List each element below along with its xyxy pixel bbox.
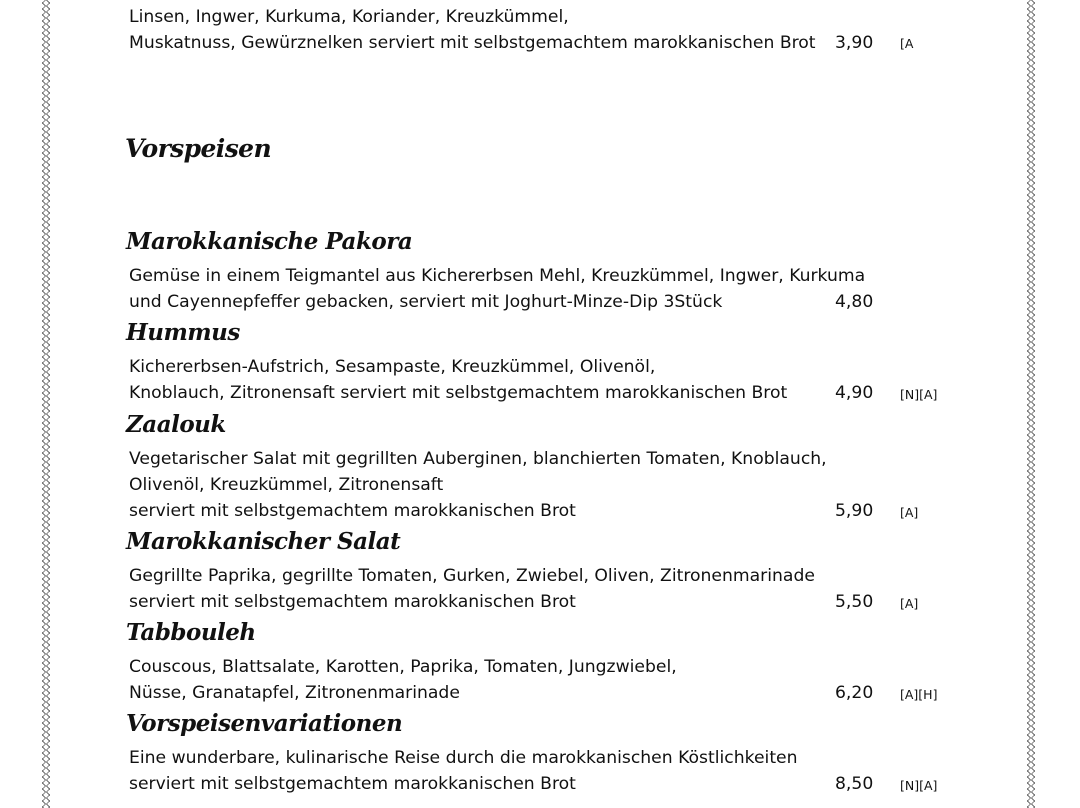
soup-desc-line-2: Muskatnuss, Gewürznelken serviert mit selbstgemachtem marokkanischen Brot	[129, 33, 816, 53]
dish-name-zaalouk: Zaalouk	[126, 411, 226, 438]
dish-price-pakora: 4,80	[835, 292, 874, 312]
dish-name-vorspeisenvariationen: Vorspeisenvariationen	[126, 710, 403, 737]
dish-price-tabbouleh: 6,20	[835, 683, 874, 703]
section-title: Vorspeisen	[125, 134, 272, 163]
dish-desc-line: serviert mit selbstgemachtem marokkanischen Brot	[129, 501, 576, 521]
soup-price: 3,90	[835, 33, 874, 53]
dish-price-marokkanischer-salat: 5,50	[835, 592, 874, 612]
dish-allergens-marokkanischer-salat: [A]	[900, 596, 919, 611]
dish-name-tabbouleh: Tabbouleh	[126, 619, 256, 646]
decorative-border-right	[1027, 0, 1035, 808]
dish-desc-line: Eine wunderbare, kulinarische Reise durch die marokkanischen Köstlichkeiten	[129, 748, 798, 768]
dish-desc-line: Gegrillte Paprika, gegrillte Tomaten, Gurken, Zwiebel, Oliven, Zitronenmarinade	[129, 566, 815, 586]
dish-allergens-zaalouk: [A]	[900, 505, 919, 520]
dish-price-vorspeisenvariationen: 8,50	[835, 774, 874, 794]
dish-name-marokkanischer-salat: Marokkanischer Salat	[126, 528, 401, 555]
dish-desc-line: Knoblauch, Zitronensaft serviert mit selbstgemachtem marokkanischen Brot	[129, 383, 788, 403]
dish-desc-line: Gemüse in einem Teigmantel aus Kichererbsen Mehl, Kreuzkümmel, Ingwer, Kurkuma	[129, 266, 866, 286]
dish-desc-line: serviert mit selbstgemachtem marokkanischen Brot	[129, 592, 576, 612]
dish-allergens-vorspeisenvariationen: [N][A]	[900, 778, 938, 793]
dish-desc-line: und Cayennepfeffer gebacken, serviert mit Joghurt-Minze-Dip 3Stück	[129, 292, 723, 312]
dish-desc-line: Kichererbsen-Aufstrich, Sesampaste, Kreuzkümmel, Olivenöl,	[129, 357, 656, 377]
decorative-border-left	[42, 0, 50, 808]
soup-allergens: [A	[900, 36, 914, 51]
dish-price-zaalouk: 5,90	[835, 501, 874, 521]
dish-price-hummus: 4,90	[835, 383, 874, 403]
soup-desc-line-1: Linsen, Ingwer, Kurkuma, Koriander, Kreuzkümmel,	[129, 7, 569, 27]
dish-name-pakora: Marokkanische Pakora	[126, 228, 413, 255]
dish-desc-line: Couscous, Blattsalate, Karotten, Paprika, Tomaten, Jungzwiebel,	[129, 657, 677, 677]
dish-allergens-hummus: [N][A]	[900, 387, 938, 402]
dish-desc-line: Nüsse, Granatapfel, Zitronenmarinade	[129, 683, 460, 703]
dish-desc-line: Olivenöl, Kreuzkümmel, Zitronensaft	[129, 475, 444, 495]
dish-name-hummus: Hummus	[126, 319, 240, 346]
dish-allergens-tabbouleh: [A][H]	[900, 687, 938, 702]
dish-desc-line: Vegetarischer Salat mit gegrillten Auberginen, blanchierten Tomaten, Knoblauch,	[129, 449, 827, 469]
dish-desc-line: serviert mit selbstgemachtem marokkanischen Brot	[129, 774, 576, 794]
